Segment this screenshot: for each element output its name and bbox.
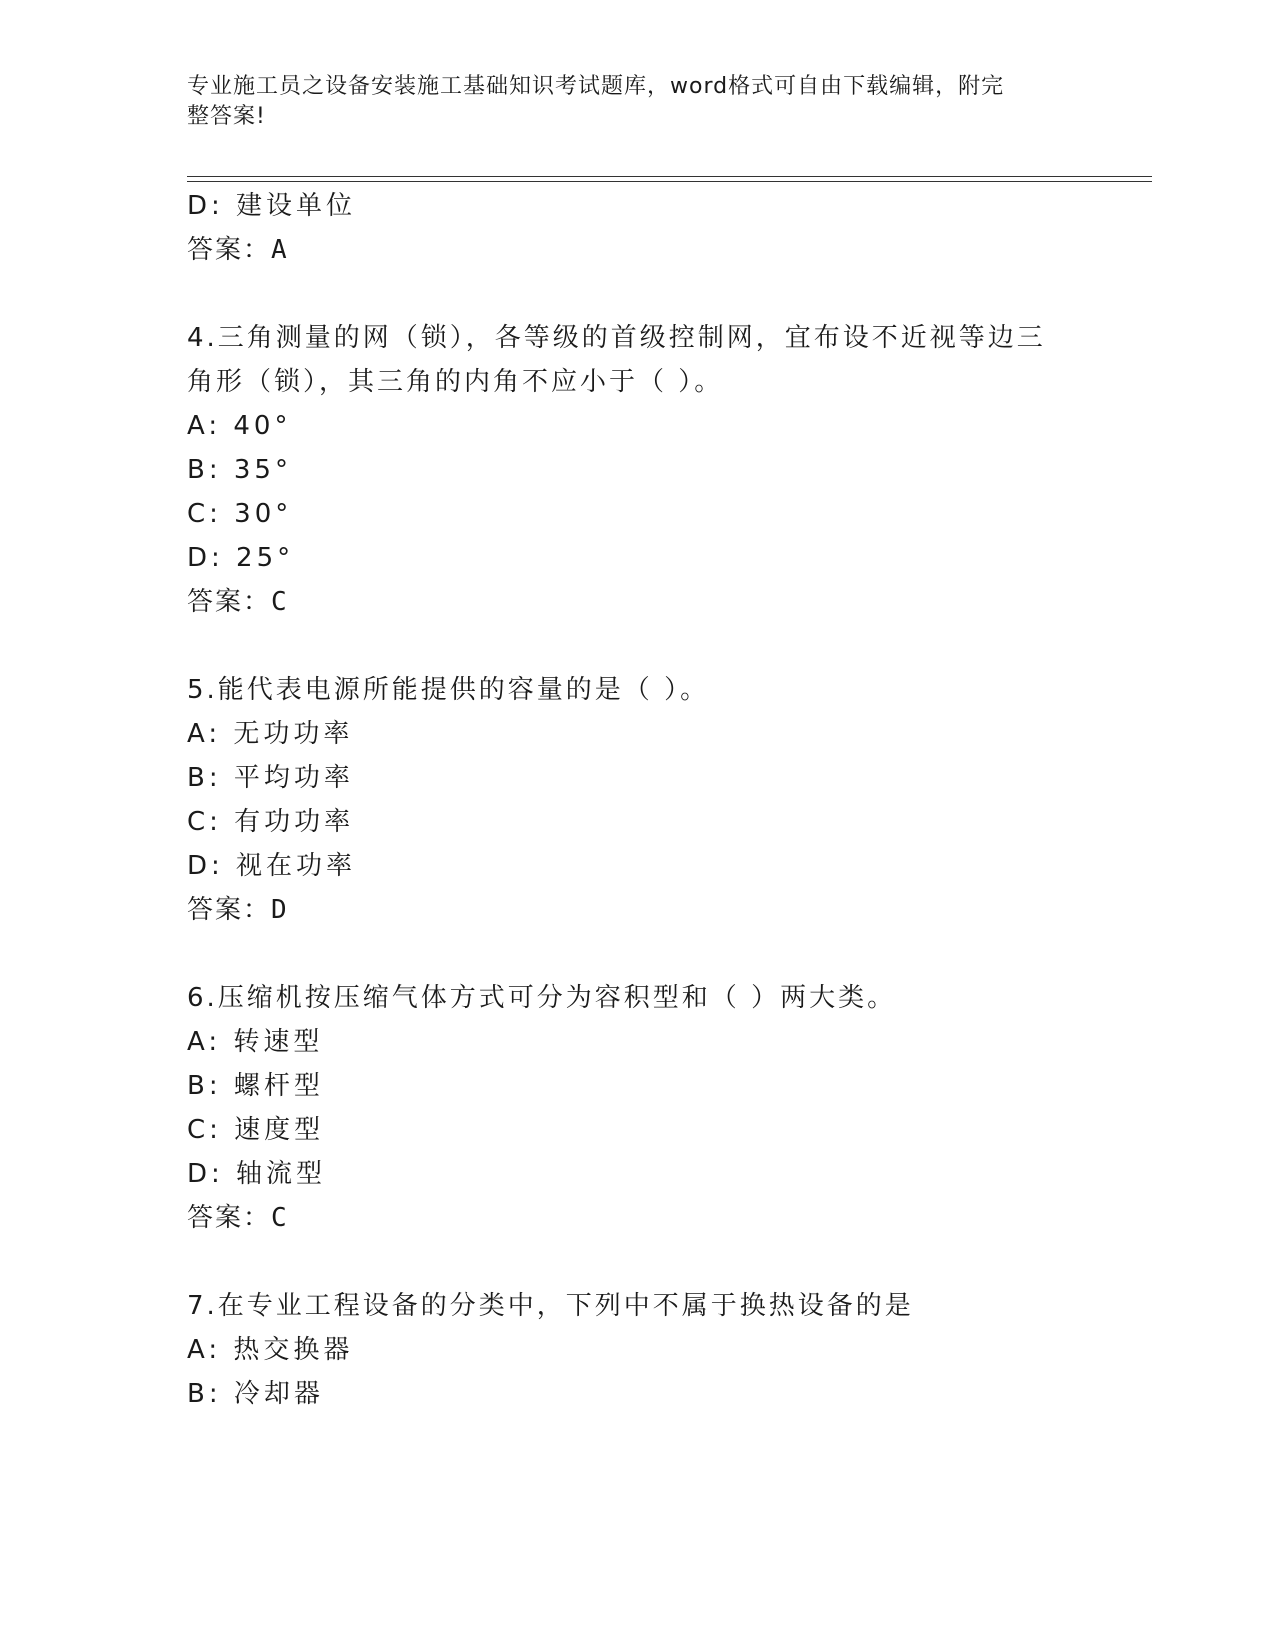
- q6-option-c: C: 速度型: [187, 1115, 325, 1145]
- q7-question: 7.在专业工程设备的分类中，下列中不属于换热设备的是: [187, 1291, 914, 1321]
- answer-label: 答案：: [187, 587, 272, 617]
- q4-answer: [187, 585, 289, 619]
- header-divider-top: [187, 176, 1152, 177]
- q5-question: 5.能代表电源所能提供的容量的是（ ）。: [187, 675, 710, 705]
- q4-question-line-1: 4.三角测量的网（锁），各等级的首级控制网，宜布设不近视等边三: [187, 323, 1046, 353]
- answer-value: C: [271, 587, 289, 617]
- q3-answer: [187, 233, 289, 267]
- q5-option-a: A: 无功功率: [187, 719, 354, 749]
- document-header: [187, 72, 1087, 132]
- q5-option-b: B: 平均功率: [187, 763, 354, 793]
- q4-option-a: A: 40°: [187, 411, 292, 441]
- q6-option-a: A: 转速型: [187, 1027, 324, 1057]
- answer-label: 答案：: [187, 1203, 272, 1233]
- answer-label: 答案：: [187, 235, 272, 265]
- answer-value: A: [271, 235, 289, 265]
- q5-answer: [187, 893, 289, 927]
- answer-value: D: [271, 895, 289, 925]
- q5-option-d: D: 视在功率: [187, 851, 357, 881]
- q6-answer: [187, 1201, 289, 1235]
- header-line-1: 专业施工员之设备安装施工基础知识考试题库，word格式可自由下载编辑，附完: [187, 74, 1005, 99]
- q4-question-line-2: 角形（锁），其三角的内角不应小于（ ）。: [187, 367, 724, 397]
- q6-option-d: D: 轴流型: [187, 1159, 327, 1189]
- q3-option-d: D: 建设单位: [187, 191, 357, 221]
- answer-label: 答案：: [187, 895, 272, 925]
- q5-option-c: C: 有功功率: [187, 807, 355, 837]
- q4-option-b: B: 35°: [187, 455, 292, 485]
- q7-option-a: A: 热交换器: [187, 1335, 354, 1365]
- q6-question: 6.压缩机按压缩气体方式可分为容积型和（ ）两大类。: [187, 983, 897, 1013]
- answer-value: C: [271, 1203, 289, 1233]
- header-line-2: 整答案!: [187, 104, 266, 129]
- q4-option-c: C: 30°: [187, 499, 293, 529]
- q6-option-b: B: 螺杆型: [187, 1071, 324, 1101]
- q7-option-b: B: 冷却器: [187, 1379, 324, 1409]
- q4-option-d: D: 25°: [187, 543, 295, 573]
- header-divider-bottom: [187, 181, 1152, 182]
